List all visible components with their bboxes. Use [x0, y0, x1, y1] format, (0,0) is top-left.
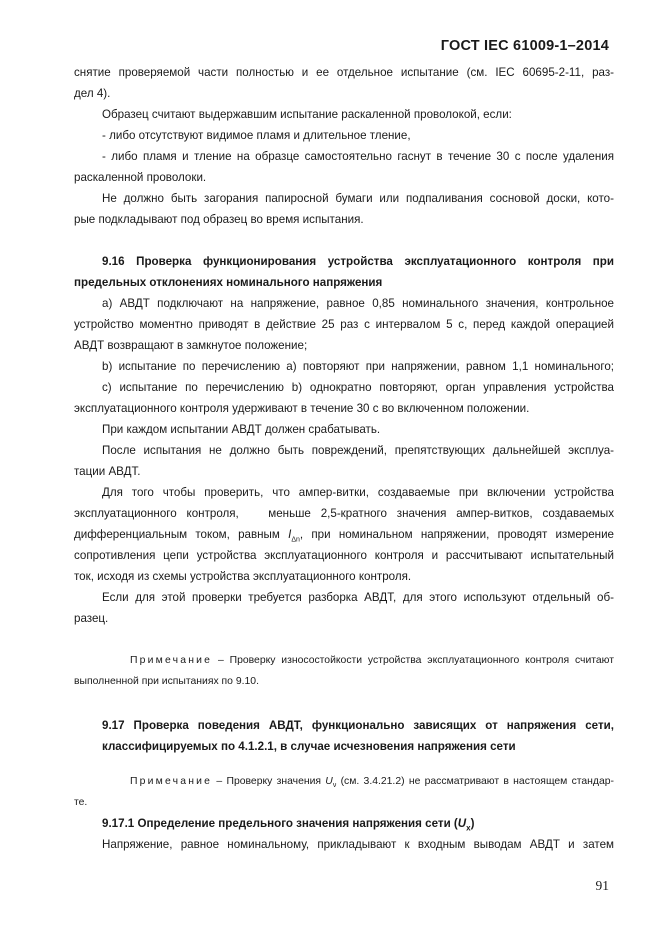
note-line: выполненной при испытаниях по 9.10.: [74, 676, 259, 687]
note-line: те.: [74, 797, 88, 808]
symbol-u: U: [457, 817, 467, 830]
text-line: тации АВДТ.: [74, 465, 141, 478]
text-line: устройство моментно приводят в действие 25 раз с интервалом 5 с, перед каждой операцией: [74, 318, 614, 331]
symbol-subscript: x: [466, 823, 471, 833]
note-label: Примечание: [130, 776, 213, 787]
section-heading-9-16: 9.16 Проверка функционирования устройства эксплуатационного контроля при: [102, 255, 614, 268]
text-line: раскаленной проволоки.: [74, 171, 207, 184]
text-line: снятие проверяемой части полностью и ее отдельное испытание (см. IEC 60695-2-11, раз-: [74, 66, 614, 79]
text-line: После испытания не должно быть повреждений, препятствующих дальнейшей эксплуа-: [102, 444, 614, 457]
page-body: [74, 62, 614, 855]
symbol-i: I: [288, 528, 292, 541]
text-line: Не должно быть загорания папиросной бумаги или подпаливания сосновой доски, кото-: [102, 192, 614, 205]
standard-header: ГОСТ IEC 61009-1–2014: [440, 38, 609, 54]
text-line: разец.: [74, 612, 109, 625]
text-line: b) испытание по перечислению а) повторяют при напряжении, равном 1,1 номинального;: [102, 360, 614, 373]
text-line: Напряжение, равное номинальному, прикладывают к входным выводам АВДТ и затем: [102, 838, 614, 851]
symbol-subscript: ν: [332, 782, 337, 790]
text-line: - либо пламя и тление на образце самостоятельно гаснут в течение 30 с после удаления: [102, 150, 614, 163]
note-line: Примечание – Проверку значения $U_\nu$ (см. 3.4.21.2) не рассматривают в настоящем стандар-: [74, 771, 614, 792]
note-label: Примечание: [130, 655, 213, 666]
text-line: Если для этой проверки требуется разборка АВДТ, для этого используют отдельный об-: [102, 591, 614, 604]
text-line: ток, исходя из схемы устройства эксплуатационного контроля.: [74, 570, 412, 583]
section-heading-9-17-cont: классифицируемых по 4.1.2.1, в случае исчезновения напряжения сети: [102, 740, 516, 753]
symbol-subscript: Δn: [291, 536, 300, 544]
section-heading-9-17: 9.17 Проверка поведения АВДТ, функционально зависящих от напряжения сети,: [102, 719, 614, 732]
page-number: 91: [595, 878, 609, 893]
text-line: рые подкладывают под образец во время испытания.: [74, 213, 364, 226]
section-heading-9-16-cont: предельных отклонениях номинального напряжения: [74, 276, 383, 289]
section-heading-9-17-1: 9.17.1 Определение предельного значения напряжения сети $(U_x)$: [102, 817, 475, 833]
symbol-u: U: [325, 776, 333, 787]
note-line: Примечание – Проверку износостойкости устройства эксплуатационного контроля считают: [74, 650, 614, 671]
text-line: с) испытание по перечислению b) однократно повторяют, орган управления устройства: [102, 381, 614, 394]
text-line: дел 4).: [74, 87, 111, 100]
text-line: а) АВДТ подключают на напряжение, равное 0,85 номинального значения, контрольное: [102, 297, 614, 310]
text-line: эксплуатационного контроля, меньше 2,5-кратного значения ампер-витков, создаваемых: [74, 507, 614, 520]
text-line: При каждом испытании АВДТ должен срабатывать.: [102, 423, 381, 436]
text-line: Для того чтобы проверить, что ампер-витки, создаваемые при включении устройства: [102, 486, 614, 499]
text-line: - либо отсутствуют видимое пламя и длительное тление,: [102, 129, 411, 142]
text-line: дифференциальным током, равным $I_{\Delta n}$, при номинальном напряжении, проводят измерение: [74, 528, 614, 544]
text-line: АВДТ возвращают в замкнутое положение;: [74, 339, 308, 352]
text-line: эксплуатационного контроля удерживают в течение 30 с во включенном положении.: [74, 402, 530, 415]
text-line: сопротивления цепи устройства эксплуатационного контроля и рассчитывают испытательный: [74, 549, 614, 562]
text-line: Образец считают выдержавшим испытание раскаленной проволокой, если:: [102, 108, 512, 121]
